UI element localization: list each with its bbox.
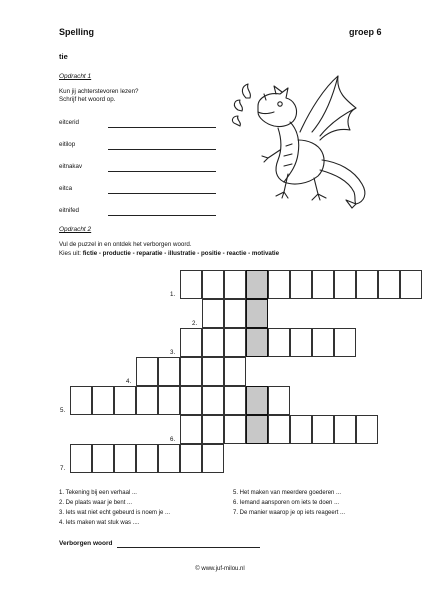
answer-line-5[interactable] [108, 215, 216, 216]
answer-line-1[interactable] [108, 127, 216, 128]
puzzle-cell[interactable] [224, 386, 246, 415]
puzzle-cell[interactable] [312, 270, 334, 299]
puzzle-cell[interactable] [224, 270, 246, 299]
puzzle-cell[interactable] [136, 444, 158, 473]
word-choices [59, 250, 279, 258]
puzzle-cell[interactable] [180, 415, 202, 444]
puzzle-cell[interactable] [400, 270, 422, 299]
scrambled-word-1: eitcerid [59, 119, 79, 126]
exercise1-instruction-1: Kun jij achterstevoren lezen? [59, 88, 139, 95]
puzzle-cell[interactable] [312, 328, 334, 357]
scrambled-word-4: eitca [59, 185, 73, 192]
clue-6: 6. Iemand aansporen om iets te doen ... [233, 500, 340, 506]
scrambled-word-2: eitilop [59, 141, 76, 148]
puzzle-cell[interactable] [290, 270, 312, 299]
row-number-2: 2. [192, 320, 198, 327]
row-number-7: 7. [60, 465, 66, 472]
puzzle-cell[interactable] [158, 444, 180, 473]
puzzle-cell[interactable] [202, 444, 224, 473]
puzzle-cell[interactable] [180, 328, 202, 357]
puzzle-cell[interactable] [268, 386, 290, 415]
row-number-6: 6. [170, 436, 176, 443]
puzzle-cell[interactable] [224, 415, 246, 444]
hidden-word-cell[interactable] [246, 299, 268, 328]
topic-label: tie [59, 52, 68, 61]
puzzle-cell[interactable] [378, 270, 400, 299]
clue-7: 7. De manier waarop je op iets reageert ... [233, 510, 346, 516]
exercise1-instruction-2: Schrijf het woord op. [59, 96, 116, 103]
hidden-word-label: Verborgen woord [59, 540, 113, 547]
puzzle-cell[interactable] [202, 270, 224, 299]
hidden-word-line[interactable] [117, 547, 260, 548]
puzzle-cell[interactable] [290, 415, 312, 444]
puzzle-cell[interactable] [180, 386, 202, 415]
puzzle-cell[interactable] [114, 386, 136, 415]
puzzle-cell[interactable] [268, 328, 290, 357]
choices-prefix: Kies uit: [59, 250, 83, 257]
answer-line-4[interactable] [108, 193, 216, 194]
puzzle-cell[interactable] [356, 415, 378, 444]
puzzle-cell[interactable] [180, 357, 202, 386]
puzzle-cell[interactable] [114, 444, 136, 473]
puzzle-cell[interactable] [224, 299, 246, 328]
puzzle-cell[interactable] [92, 444, 114, 473]
answer-line-3[interactable] [108, 171, 216, 172]
row-number-1: 1. [170, 291, 176, 298]
subject-title: Spelling [59, 27, 95, 37]
clue-2: 2. De plaats waar je bent ... [59, 500, 133, 506]
footer-credit: © www.juf-milou.nl [195, 566, 245, 572]
puzzle-cell[interactable] [202, 415, 224, 444]
hidden-word-cell[interactable] [246, 328, 268, 357]
choices-list: fictie - productie - reparatie - illustratie - positie - reactie - motivatie [82, 250, 280, 257]
hidden-word-cell[interactable] [246, 270, 268, 299]
puzzle-cell[interactable] [202, 386, 224, 415]
answer-line-2[interactable] [108, 149, 216, 150]
puzzle-cell[interactable] [224, 357, 246, 386]
puzzle-cell[interactable] [92, 386, 114, 415]
puzzle-cell[interactable] [136, 357, 158, 386]
exercise2-instruction: Vul de puzzel in en ontdek het verborgen woord. [59, 241, 192, 248]
scrambled-word-3: eitnakav [59, 163, 83, 170]
exercise2-label: Opdracht 2 [59, 226, 92, 233]
puzzle-cell[interactable] [202, 299, 224, 328]
puzzle-cell[interactable] [70, 444, 92, 473]
puzzle-cell[interactable] [70, 386, 92, 415]
puzzle-cell[interactable] [312, 415, 334, 444]
puzzle-cell[interactable] [268, 415, 290, 444]
group-label: groep 6 [349, 27, 382, 37]
row-number-4: 4. [126, 378, 132, 385]
scrambled-word-5: eitnifed [59, 207, 79, 214]
puzzle-cell[interactable] [334, 328, 356, 357]
puzzle-cell[interactable] [334, 415, 356, 444]
puzzle-cell[interactable] [136, 386, 158, 415]
exercise1-label: Opdracht 1 [59, 73, 92, 80]
dragon-illustration [228, 70, 388, 210]
hidden-word-cell[interactable] [246, 386, 268, 415]
puzzle-cell[interactable] [158, 357, 180, 386]
row-number-3: 3. [170, 349, 176, 356]
puzzle-cell[interactable] [356, 270, 378, 299]
puzzle-cell[interactable] [224, 328, 246, 357]
clue-3: 3. Iets wat niet echt gebeurd is noem je ... [59, 510, 171, 516]
puzzle-cell[interactable] [158, 386, 180, 415]
puzzle-cell[interactable] [334, 270, 356, 299]
row-number-5: 5. [60, 407, 66, 414]
puzzle-cell[interactable] [180, 444, 202, 473]
puzzle-cell[interactable] [290, 328, 312, 357]
clue-5: 5. Het maken van meerdere goederen ... [233, 490, 342, 496]
puzzle-cell[interactable] [202, 328, 224, 357]
puzzle-cell[interactable] [202, 357, 224, 386]
hidden-word-cell[interactable] [246, 415, 268, 444]
puzzle-cell[interactable] [180, 270, 202, 299]
clue-1: 1. Tekening bij een verhaal ... [59, 490, 137, 496]
puzzle-cell[interactable] [268, 270, 290, 299]
clue-4: 4. Iets maken wat stuk was .... [59, 520, 140, 526]
